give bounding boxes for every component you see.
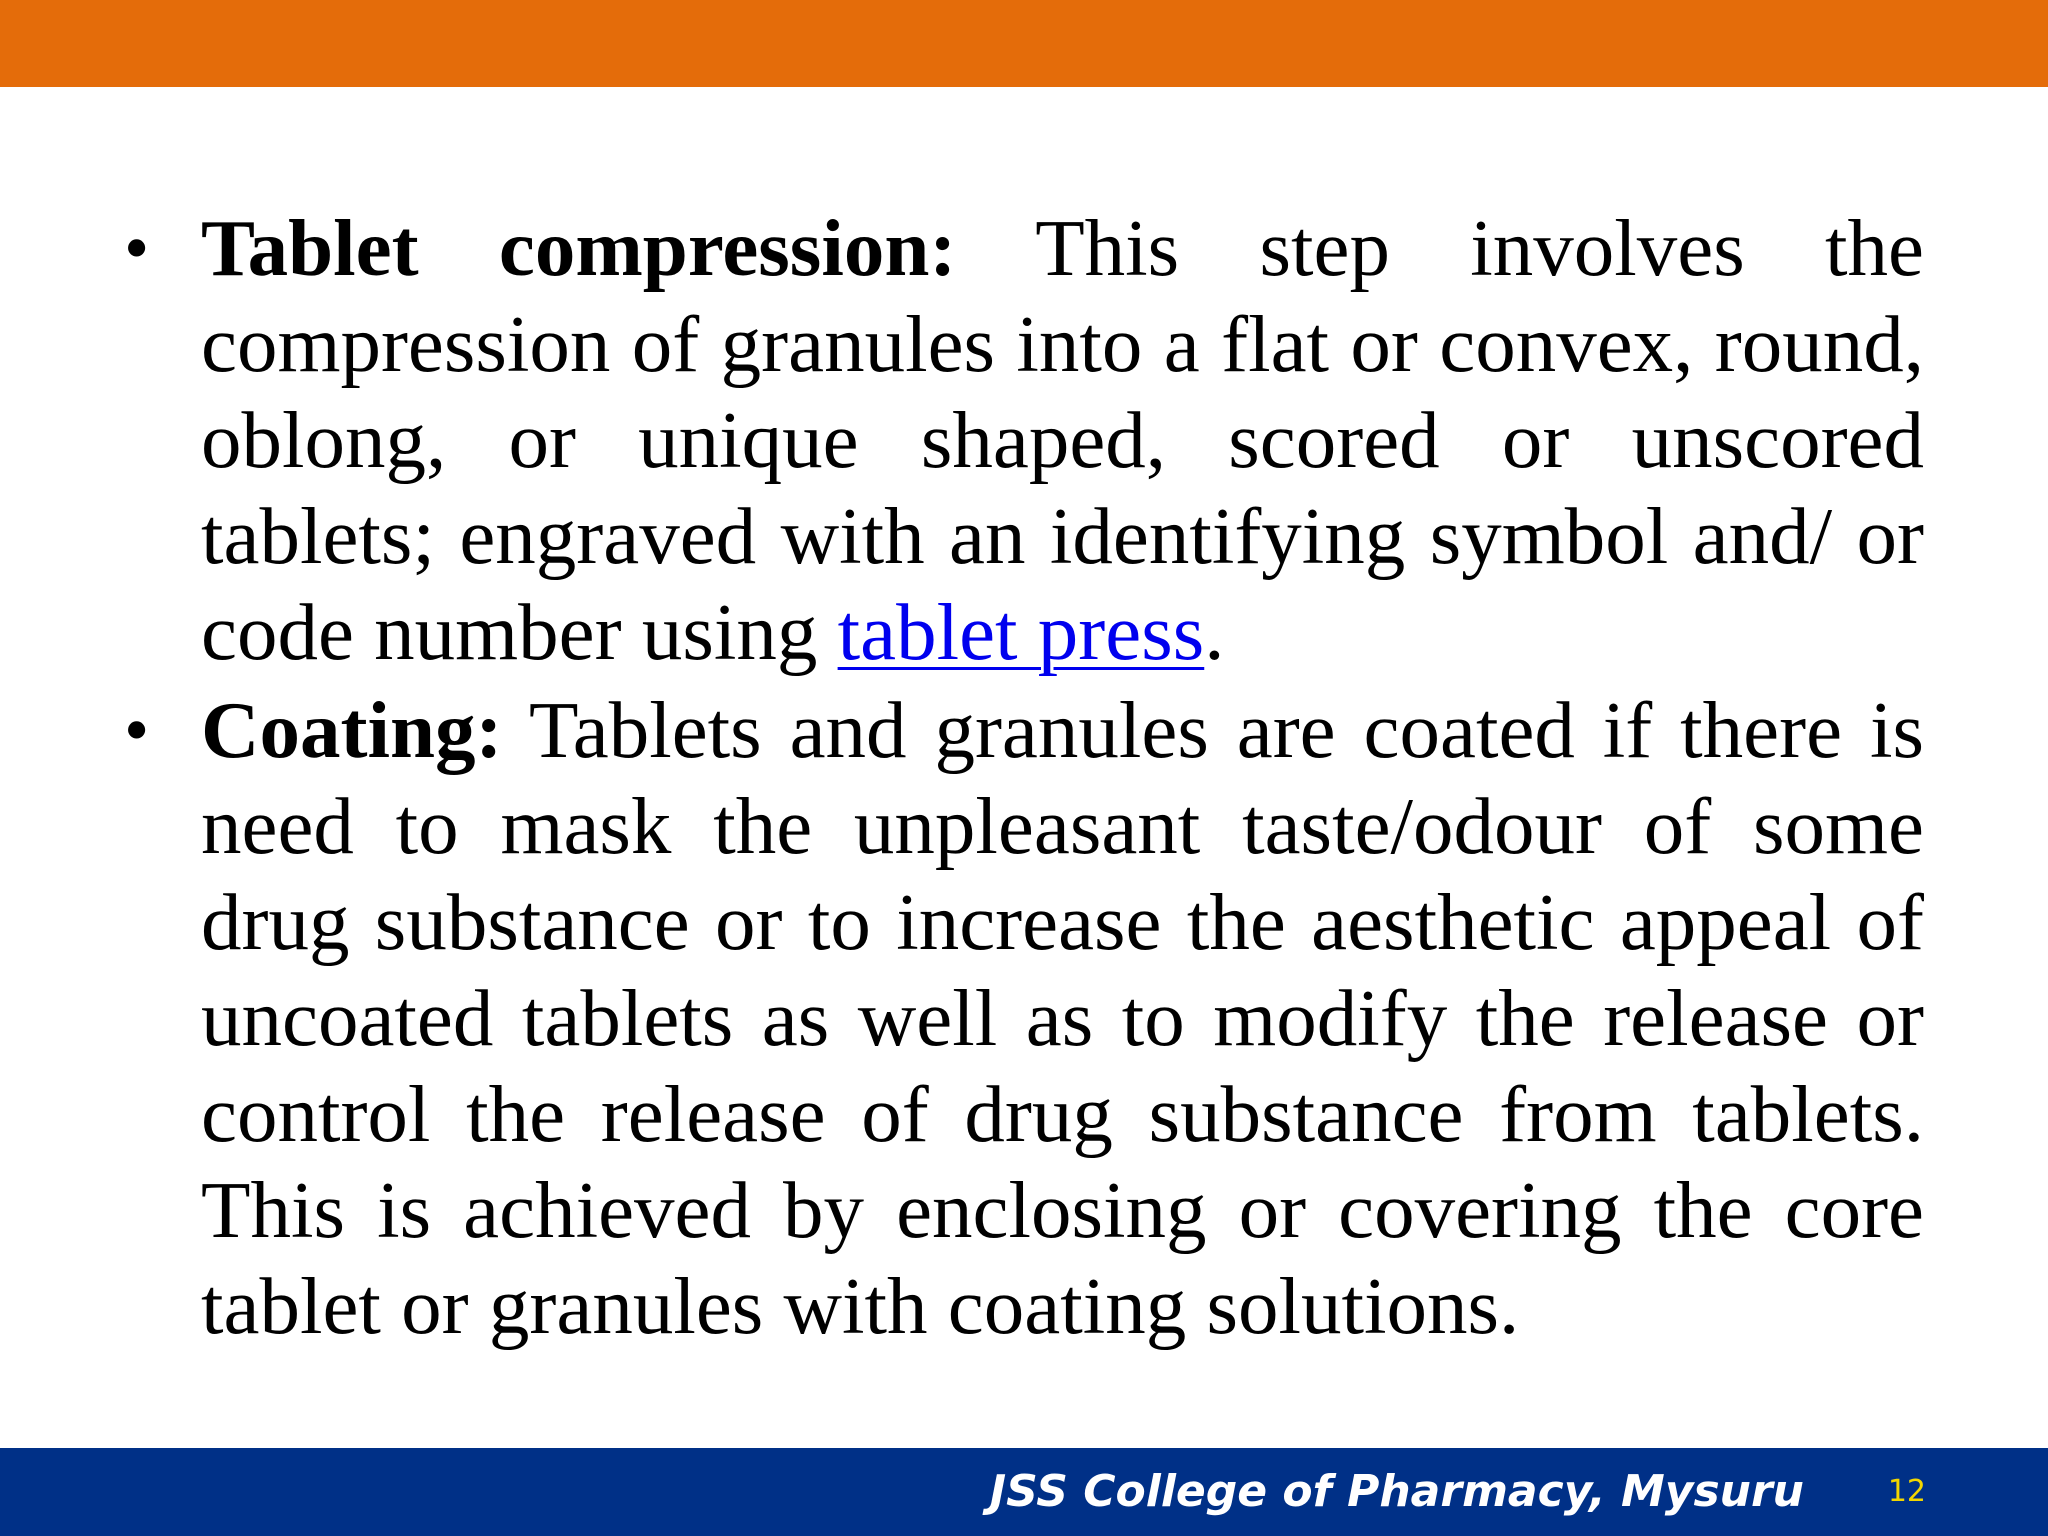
footer-band [0, 1448, 2048, 1536]
bullet-marker: • [124, 690, 150, 770]
bullet-list [120, 200, 1924, 1354]
slide-content [120, 200, 1924, 1356]
bullet-term: Tablet compression: [201, 203, 957, 293]
page-number: 12 [1887, 1474, 1926, 1509]
bullet-term: Coating: [201, 685, 503, 775]
institution-name: JSS College of Pharmacy, Mysuru [989, 1466, 1804, 1517]
bullet-text: Tablets and granules are coated if there is need to mask the unpleasant taste/odour of some drug substance or to increase the aesthetic appeal of uncoated tablets as well as to modify the release or control the release of drug substance from tablets. This is achieved by enclosing or covering the core tablet or granules with coating solutions. [201, 685, 1924, 1351]
header-band [0, 0, 2048, 87]
bullet-marker: • [124, 208, 150, 288]
bullet-item-tablet-compression [120, 200, 1924, 680]
tablet-press-link[interactable]: tablet press [837, 587, 1205, 677]
bullet-text: This step involves the compression of granules into a flat or convex, round, oblong, or unique shaped, scored or unscored tablets; engraved with an identifying symbol and/ or code number using [201, 203, 1924, 677]
bullet-item-coating [120, 682, 1924, 1354]
bullet-text-end: . [1204, 587, 1225, 677]
